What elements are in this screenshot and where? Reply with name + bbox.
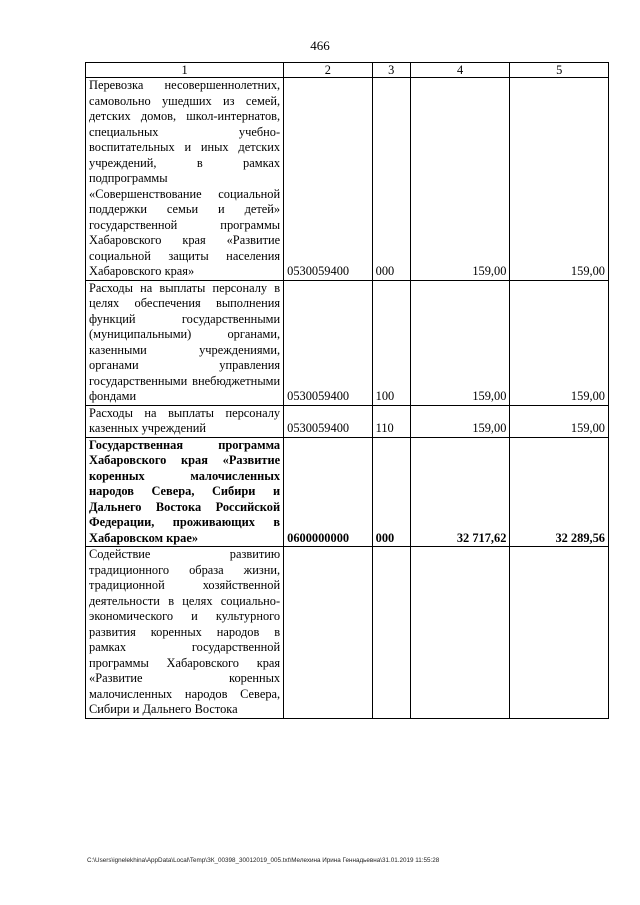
amount-year-2: 159,00: [510, 78, 609, 281]
table-row: [86, 405, 609, 437]
amount-year-1: 159,00: [410, 405, 510, 437]
row-name: Государственная программа Хабаровского края «Развитие коренных малочисленных народов Севера, Сибири и Дальнего Востока Российской Федерации, проживающих в Хабаровском крае»: [86, 437, 284, 547]
row-name: Перевозка несовершеннолетних, самовольно ушедших из семей, детских домов, школ-интернатов, специальных учебно-воспитательных и иных детских учреждений, в рамках подпрограммы «Совершенствование социальной поддержки семьи и детей» государственной программы Хабаровского края «Развитие социальной защиты населения Хабаровского края»: [86, 78, 284, 281]
expense-type-code: [372, 547, 410, 719]
amount-year-1: 32 717,62: [410, 437, 510, 547]
target-item-code: 0530059400: [284, 405, 373, 437]
target-item-code: [284, 547, 373, 719]
budget-table: [85, 62, 609, 719]
column-header: 5: [510, 63, 609, 78]
file-path-footer: C:\Users\ignelekhina\AppData\Local\Temp\ЗК_00398_30012019_005.txt\Мелехина Ирина Геннадьевна\31.01.2019 11:55:28: [87, 857, 440, 864]
column-header: 1: [86, 63, 284, 78]
amount-year-1: 159,00: [410, 78, 510, 281]
table-header-row: [86, 63, 609, 78]
table-row: [86, 280, 609, 405]
amount-year-2: [510, 547, 609, 719]
amount-year-2: 159,00: [510, 280, 609, 405]
table-row: [86, 547, 609, 719]
target-item-code: 0530059400: [284, 78, 373, 281]
target-item-code: 0530059400: [284, 280, 373, 405]
amount-year-2: 159,00: [510, 405, 609, 437]
expense-type-code: 000: [372, 437, 410, 547]
row-name: Расходы на выплаты персоналу казенных учреждений: [86, 405, 284, 437]
amount-year-1: 159,00: [410, 280, 510, 405]
expense-type-code: 100: [372, 280, 410, 405]
column-header: 4: [410, 63, 510, 78]
column-header: 3: [372, 63, 410, 78]
amount-year-2: 32 289,56: [510, 437, 609, 547]
table-row: [86, 437, 609, 547]
table-row: [86, 78, 609, 281]
expense-type-code: 110: [372, 405, 410, 437]
column-header: 2: [284, 63, 373, 78]
expense-type-code: 000: [372, 78, 410, 281]
row-name: Расходы на выплаты персоналу в целях обеспечения выполнения функций государственными (муниципальными) органами, казенными учреждениями, органами управления государственными внебюджетными фондами: [86, 280, 284, 405]
amount-year-1: [410, 547, 510, 719]
row-name: Содействие развитию традиционного образа жизни, традиционной хозяйственной деятельности в целях социально-экономического и культурного развития коренных народов в рамках государственной программы Хабаровского края «Развитие коренных малочисленных народов Севера, Сибири и Дальнего Востока: [86, 547, 284, 719]
target-item-code: 0600000000: [284, 437, 373, 547]
page-number: 466: [310, 38, 330, 53]
